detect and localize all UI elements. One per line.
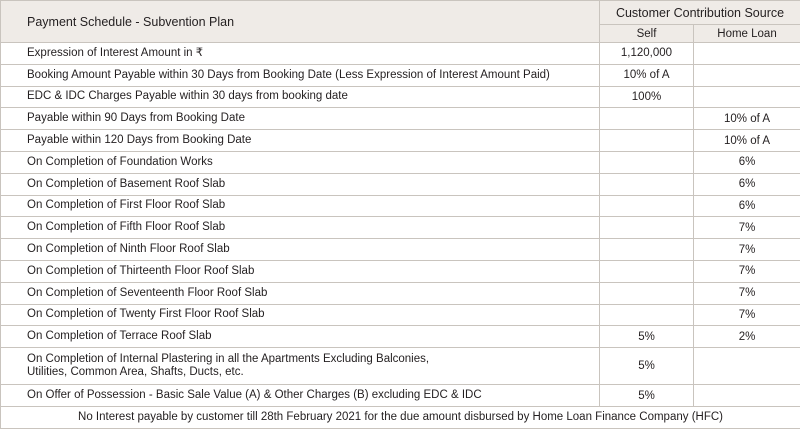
schedule-body — [1, 43, 800, 407]
home-loan-amount: 7% — [694, 239, 800, 261]
milestone-text: Booking Amount Payable within 30 Days from Booking Date (Less Expression of Interest Amount Paid) — [27, 69, 550, 81]
self-amount: 1,120,000 — [600, 43, 694, 65]
milestone-text: Expression of Interest Amount in ₹ — [27, 47, 203, 59]
table-row — [1, 86, 800, 108]
milestone-text: Payable within 120 Days from Booking Date — [27, 134, 251, 146]
home-loan-amount — [694, 348, 800, 385]
milestone-description — [1, 385, 600, 407]
milestone-text: On Completion of Basement Roof Slab — [27, 178, 225, 190]
table-row — [1, 348, 800, 385]
contribution-source-header: Customer Contribution Source — [600, 1, 800, 25]
home-loan-amount: 7% — [694, 217, 800, 239]
home-loan-amount — [694, 86, 800, 108]
home-loan-amount — [694, 385, 800, 407]
table-row — [1, 304, 800, 326]
table-row — [1, 151, 800, 173]
table-row — [1, 260, 800, 282]
home-loan-column-header: Home Loan — [694, 25, 800, 43]
milestone-description — [1, 348, 600, 385]
home-loan-amount — [694, 43, 800, 65]
home-loan-amount — [694, 64, 800, 86]
milestone-description — [1, 130, 600, 152]
self-amount — [600, 151, 694, 173]
home-loan-amount: 7% — [694, 282, 800, 304]
self-amount: 5% — [600, 348, 694, 385]
footer-note: No Interest payable by customer till 28th February 2021 for the due amount disbursed by Home Loan Finance Company (HFC) — [1, 406, 800, 428]
milestone-description — [1, 260, 600, 282]
milestone-text: On Completion of Twenty First Floor Roof Slab — [27, 308, 265, 320]
milestone-text-line2: Utilities, Common Area, Shafts, Ducts, etc. — [27, 366, 244, 378]
milestone-description — [1, 195, 600, 217]
home-loan-amount: 7% — [694, 304, 800, 326]
milestone-text: On Offer of Possession - Basic Sale Value (A) & Other Charges (B) excluding EDC & IDC — [27, 389, 482, 401]
milestone-text: On Completion of First Floor Roof Slab — [27, 199, 225, 211]
self-amount: 10% of A — [600, 64, 694, 86]
milestone-text: On Completion of Ninth Floor Roof Slab — [27, 243, 230, 255]
table-row — [1, 64, 800, 86]
table-row — [1, 282, 800, 304]
milestone-text: On Completion of Internal Plastering in all the Apartments Excluding Balconies, — [27, 353, 429, 365]
milestone-text: Payable within 90 Days from Booking Date — [27, 112, 245, 124]
milestone-description — [1, 108, 600, 130]
home-loan-amount: 6% — [694, 151, 800, 173]
self-amount — [600, 260, 694, 282]
self-amount — [600, 282, 694, 304]
milestone-text: On Completion of Fifth Floor Roof Slab — [27, 221, 225, 233]
table-title: Payment Schedule - Subvention Plan — [1, 1, 600, 43]
self-amount: 5% — [600, 326, 694, 348]
self-amount — [600, 195, 694, 217]
milestone-description — [1, 173, 600, 195]
milestone-text: EDC & IDC Charges Payable within 30 days from booking date — [27, 90, 348, 102]
milestone-description — [1, 304, 600, 326]
milestone-description — [1, 326, 600, 348]
milestone-description — [1, 151, 600, 173]
table-row — [1, 130, 800, 152]
self-amount — [600, 239, 694, 261]
table-row — [1, 217, 800, 239]
home-loan-amount: 10% of A — [694, 130, 800, 152]
self-amount — [600, 217, 694, 239]
milestone-description — [1, 217, 600, 239]
table-row — [1, 326, 800, 348]
home-loan-amount: 6% — [694, 195, 800, 217]
milestone-text: On Completion of Foundation Works — [27, 156, 213, 168]
milestone-text: On Completion of Thirteenth Floor Roof Slab — [27, 265, 254, 277]
table-row — [1, 239, 800, 261]
milestone-text: On Completion of Seventeenth Floor Roof Slab — [27, 287, 267, 299]
home-loan-amount: 7% — [694, 260, 800, 282]
self-amount: 100% — [600, 86, 694, 108]
table-row — [1, 173, 800, 195]
table-row — [1, 108, 800, 130]
home-loan-amount: 2% — [694, 326, 800, 348]
self-column-header: Self — [600, 25, 694, 43]
home-loan-amount: 6% — [694, 173, 800, 195]
table-row — [1, 43, 800, 65]
home-loan-amount: 10% of A — [694, 108, 800, 130]
self-amount — [600, 108, 694, 130]
self-amount — [600, 130, 694, 152]
milestone-text: On Completion of Terrace Roof Slab — [27, 330, 212, 342]
self-amount: 5% — [600, 385, 694, 407]
milestone-description — [1, 86, 600, 108]
table-row — [1, 385, 800, 407]
self-amount — [600, 304, 694, 326]
self-amount — [600, 173, 694, 195]
milestone-description — [1, 239, 600, 261]
milestone-description — [1, 64, 600, 86]
milestone-description — [1, 43, 600, 65]
table-row — [1, 195, 800, 217]
milestone-description — [1, 282, 600, 304]
